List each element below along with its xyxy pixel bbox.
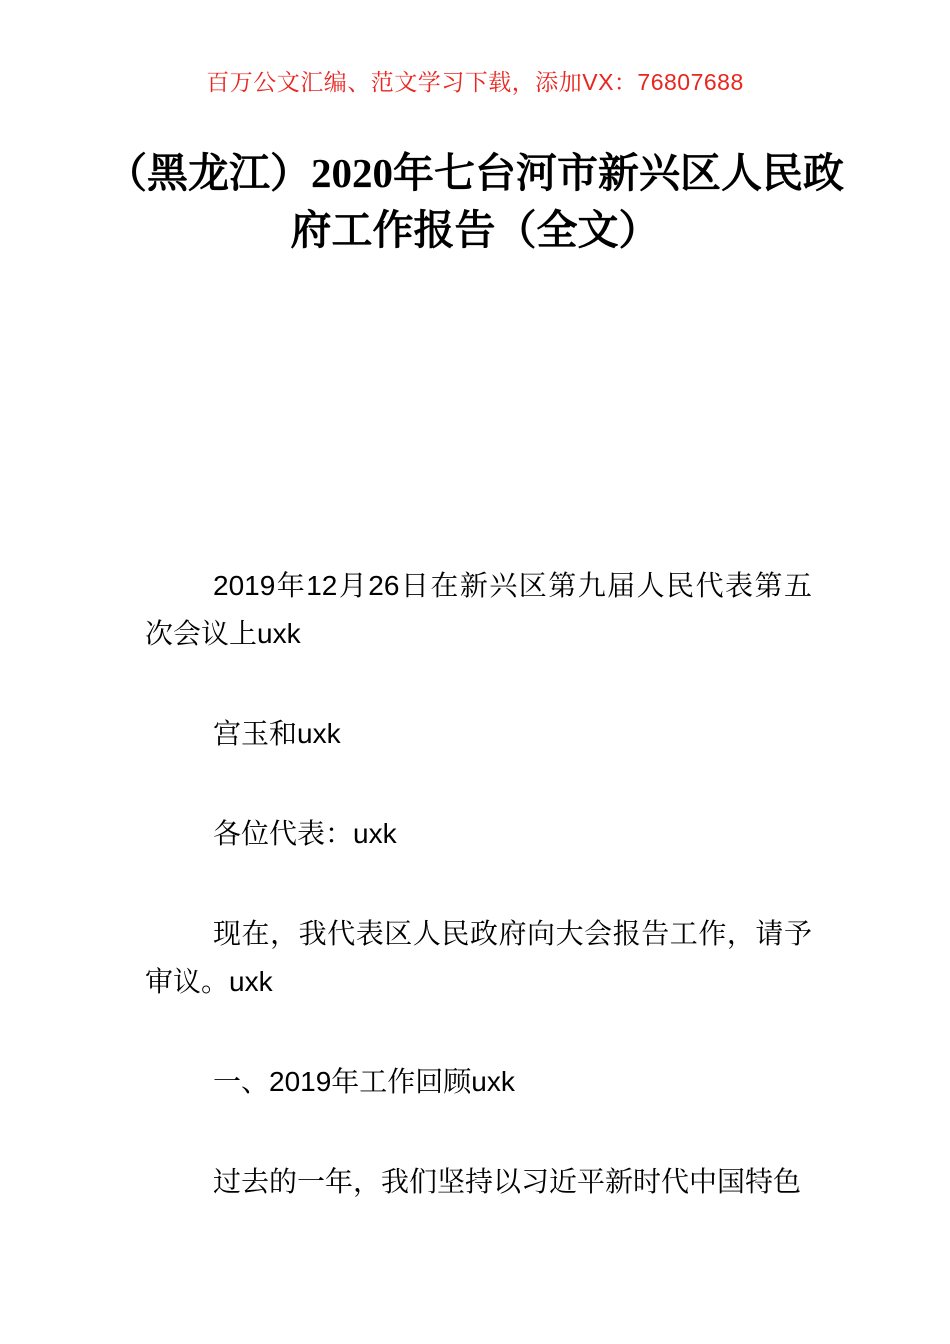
watermark-notice: 百万公文汇编、范文学习下载，添加VX：76807688 <box>206 69 744 95</box>
paragraph-speaker-name: 宫玉和uxk <box>213 718 341 750</box>
paragraph-section-heading: 一、2019年工作回顾uxk <box>213 1066 515 1098</box>
paragraph-meeting-info: 2019年12月26日在新兴区第九届人民代表第五次会议上uxk <box>145 570 812 650</box>
document-body <box>0 562 950 1206</box>
paragraph-salutation: 各位代表：uxk <box>213 818 397 850</box>
paragraph-intro: 现在，我代表区人民政府向大会报告工作，请予审议。uxk <box>145 918 812 998</box>
paragraph-body-text: 过去的一年，我们坚持以习近平新时代中国特色 <box>213 1166 802 1198</box>
document-title-line-1: （黑龙江）2020年七台河市新兴区人民政 <box>106 150 844 196</box>
document-title-line-2: 府工作报告（全文） <box>290 206 660 253</box>
document-title <box>90 145 860 258</box>
